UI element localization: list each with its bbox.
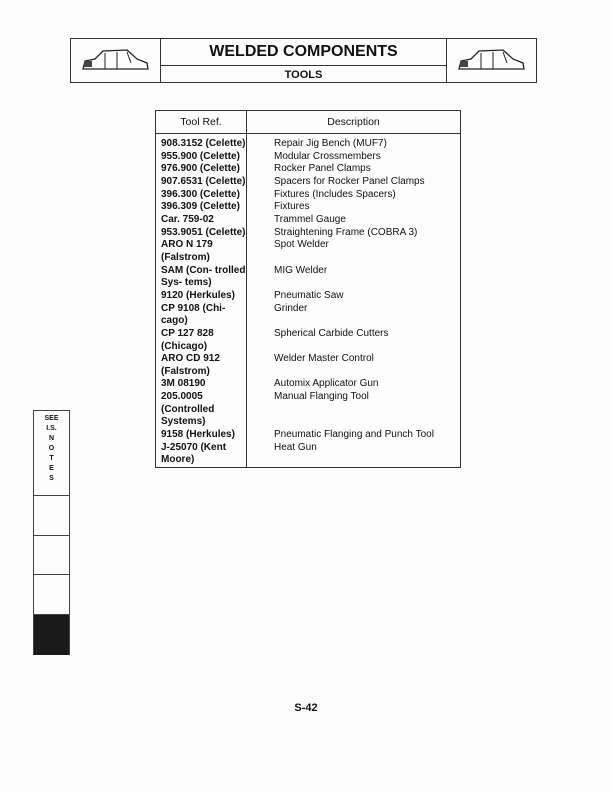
table-row: [156, 328, 461, 353]
tool-description: Spot Welder: [274, 239, 329, 251]
tool-description: Spherical Carbide Cutters: [274, 327, 389, 339]
table-row: [156, 353, 461, 378]
tool-ref: 9158 (Herkules): [156, 429, 247, 442]
section-header: [70, 38, 537, 83]
table-row: [156, 290, 461, 303]
tool-ref: 955.900 (Celette): [156, 151, 247, 164]
tool-description: Automix Applicator Gun: [274, 378, 379, 390]
page-number: S-42: [294, 702, 318, 714]
column-header-tool-ref: Tool Ref.: [156, 111, 247, 134]
side-tab-text: SEE: [44, 415, 59, 422]
tool-description: Straightening Frame (COBRA 3): [274, 226, 418, 238]
table-row: [156, 189, 461, 202]
see-is-notes-tab: [34, 410, 69, 495]
table-row: [156, 134, 461, 151]
table-row: [156, 151, 461, 164]
table-row: [156, 265, 461, 290]
tool-description: Pneumatic Saw: [274, 289, 344, 301]
table-row: [156, 303, 461, 328]
tool-description: Welder Master Control: [274, 353, 374, 365]
tool-ref: 976.900 (Celette): [156, 163, 247, 176]
tool-description: Manual Flanging Tool: [274, 391, 369, 403]
tool-ref: 9120 (Herkules): [156, 290, 247, 303]
tools-table: [155, 110, 461, 468]
tool-ref: 3M 08190: [156, 378, 247, 391]
tool-ref: J-25070 (Kent Moore): [156, 442, 247, 468]
table-row: [156, 214, 461, 227]
tool-description: Spacers for Rocker Panel Clamps: [274, 175, 425, 187]
car-icon: [81, 47, 151, 75]
tool-ref: 953.9051 (Celette): [156, 227, 247, 240]
side-tab-blank: [34, 535, 69, 574]
tool-ref: 907.6531 (Celette): [156, 176, 247, 189]
tool-ref: CP 127 828 (Chicago): [156, 328, 247, 353]
tool-description: Heat Gun: [274, 441, 317, 453]
tool-description: Grinder: [274, 302, 308, 314]
tool-description: Fixtures: [274, 201, 310, 213]
table-row: [156, 227, 461, 240]
tool-ref: 396.309 (Celette): [156, 201, 247, 214]
tool-description: Pneumatic Flanging and Punch Tool: [274, 429, 434, 441]
tool-ref: CP 9108 (Chi- cago): [156, 303, 247, 328]
table-row: [156, 163, 461, 176]
side-tab-black: [34, 614, 69, 655]
table-row: [156, 239, 461, 264]
table-row: [156, 201, 461, 214]
car-illustration-left: [71, 39, 161, 82]
page-title: WELDED COMPONENTS: [209, 43, 398, 60]
side-tab-blank: [34, 495, 69, 535]
tool-ref: ARO N 179 (Falstrom): [156, 239, 247, 264]
tool-ref: Car. 759-02: [156, 214, 247, 227]
table-row: [156, 391, 461, 429]
side-tab-text: N: [48, 435, 55, 442]
tool-description: Fixtures (Includes Spacers): [274, 188, 396, 200]
tool-ref: SAM (Con- trolled Sys- tems): [156, 265, 247, 290]
tool-description: Repair Jig Bench (MUF7): [274, 138, 387, 149]
table-row: [156, 442, 461, 468]
tool-ref: 908.3152 (Celette): [156, 134, 247, 151]
side-tab-blank: [34, 574, 69, 614]
tool-ref: 396.300 (Celette): [156, 189, 247, 202]
table-row: [156, 378, 461, 391]
tool-description: Modular Crossmembers: [274, 150, 381, 162]
page-subtitle: TOOLS: [160, 65, 447, 81]
side-tab-text: E: [49, 465, 54, 472]
tool-description: Trammel Gauge: [274, 213, 346, 225]
table-row: [156, 176, 461, 189]
car-illustration-right: [446, 39, 536, 82]
side-tab-text: I.S.: [46, 425, 57, 432]
side-tab-text: T: [49, 455, 54, 462]
tool-description: MIG Welder: [274, 264, 328, 276]
side-tab-text: S: [49, 475, 54, 482]
tool-description: Rocker Panel Clamps: [274, 163, 371, 175]
table-row: [156, 429, 461, 442]
tool-ref: 205.0005 (Controlled Systems): [156, 391, 247, 429]
car-icon: [457, 47, 527, 75]
side-tab-text: O: [48, 445, 55, 452]
column-header-description: Description: [247, 111, 461, 134]
tool-ref: ARO CD 912 (Falstrom): [156, 353, 247, 378]
side-tab-strip: [33, 410, 70, 655]
